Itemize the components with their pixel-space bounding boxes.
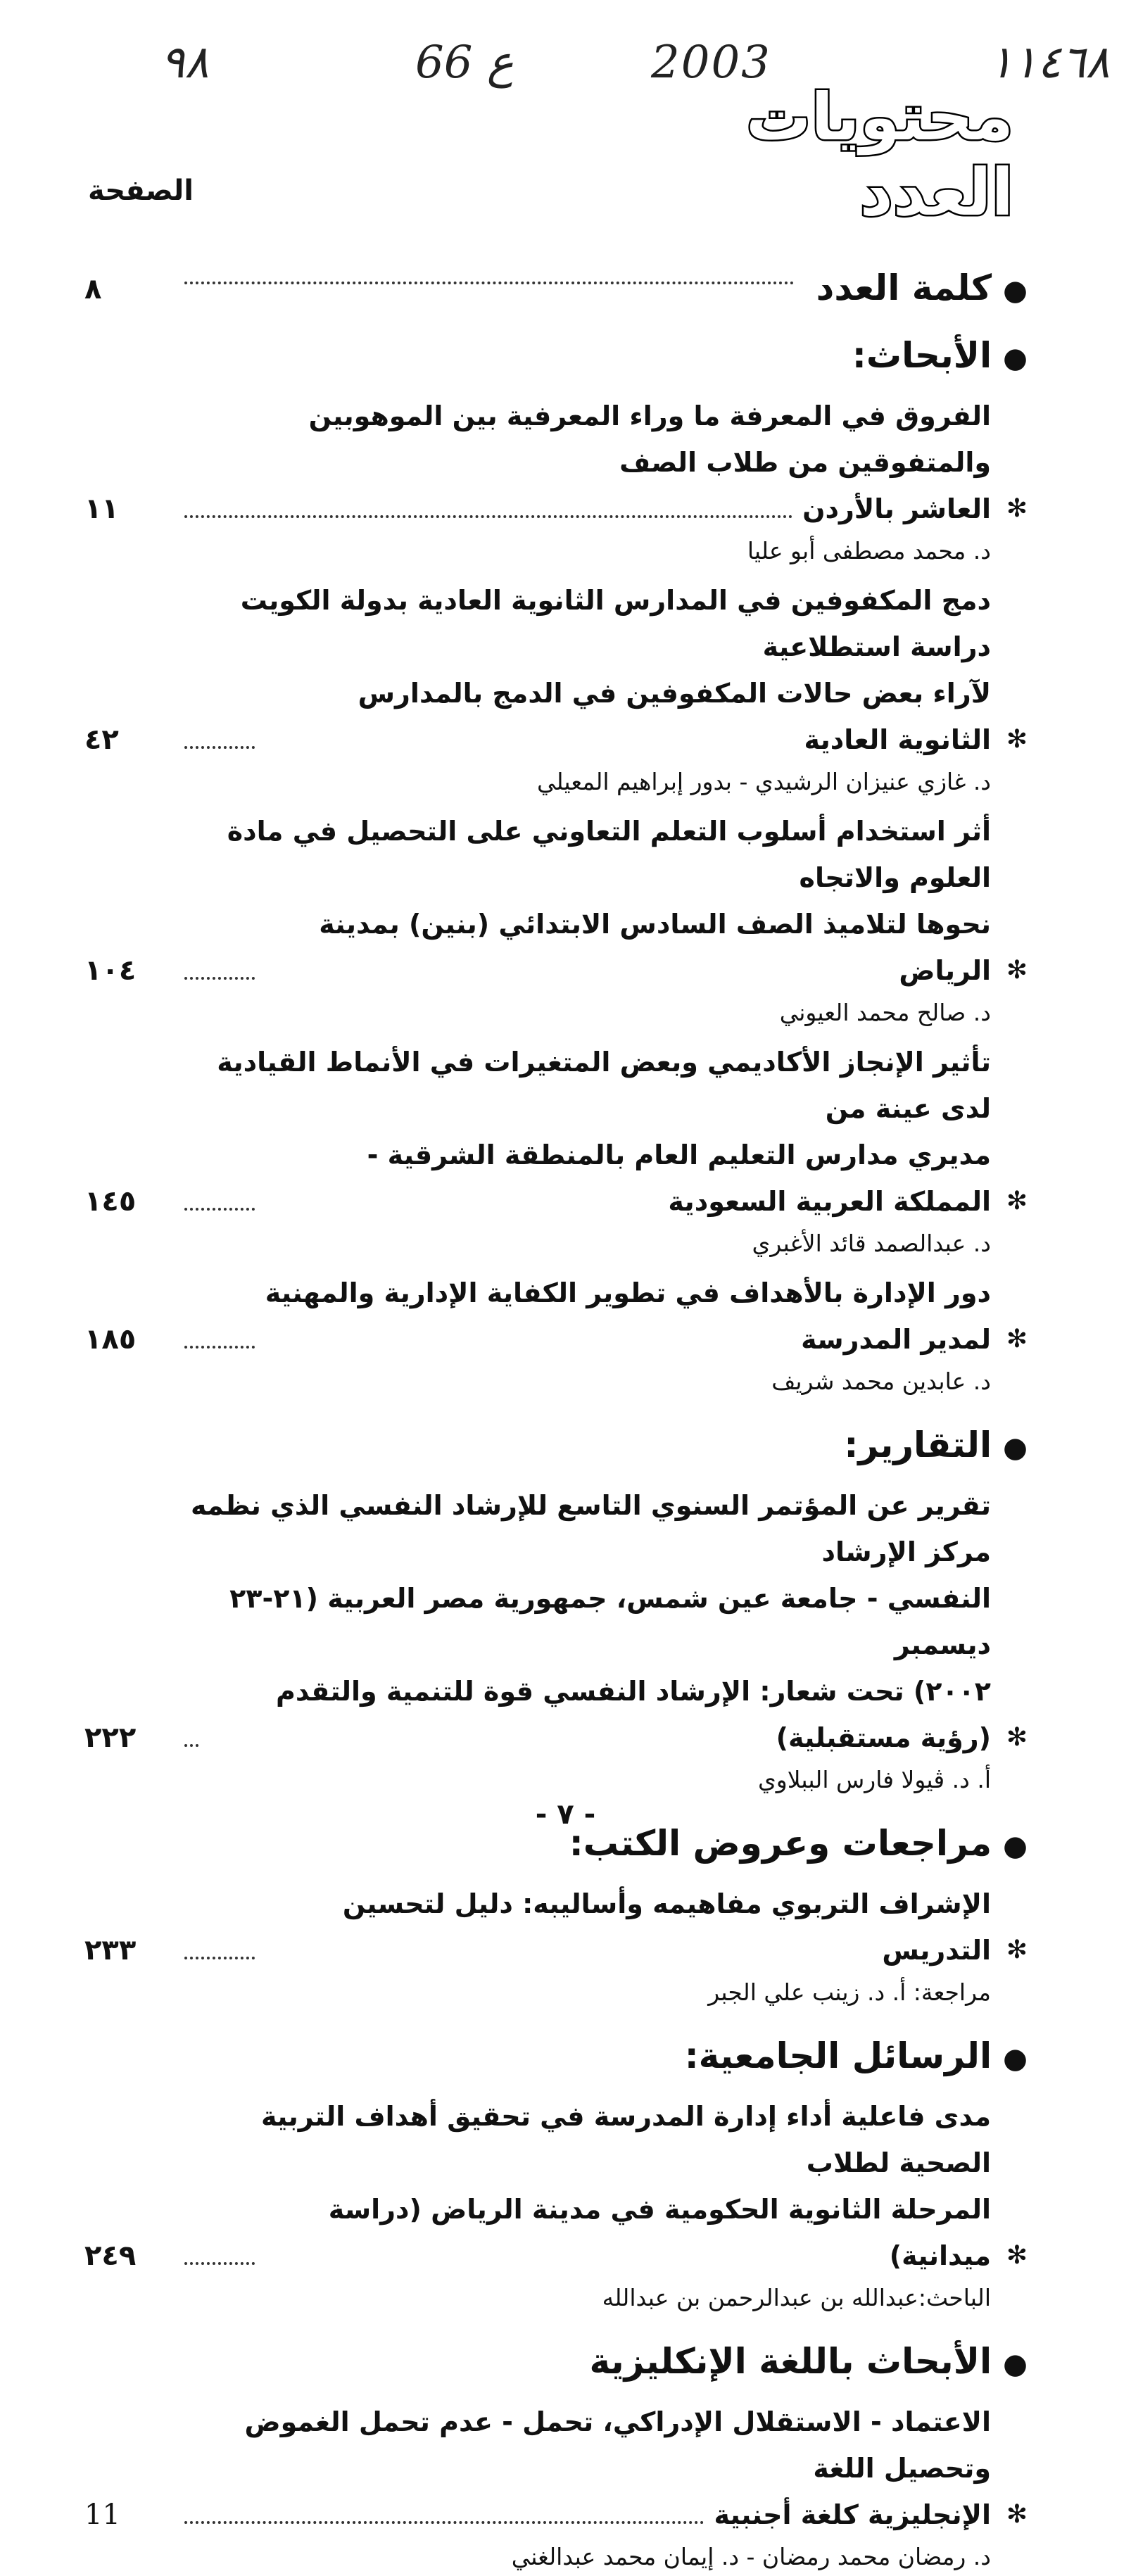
entry-title-line: دور الإدارة بالأهداف في تطوير الكفاية الإدارية والمهنية لمدير المدرسة <box>265 1277 991 1355</box>
dot-leader <box>184 745 255 749</box>
bullet-icon: ● <box>1003 274 1028 307</box>
entry-title-line: تقرير عن المؤتمر السنوي التاسع للإرشاد النفسي الذي نظمه مركز الإرشاد <box>191 1490 991 1567</box>
bullet-icon: ● <box>1003 1432 1028 1464</box>
star-bullet-icon: ✻ <box>1006 725 1028 754</box>
entry-title-line: المرحلة الثانوية الحكومية في مدينة الرياض (دراسة ميدانية) <box>328 2194 991 2271</box>
entry-author: أ. د. ڤيولا فارس الببلاوي <box>757 1766 991 1793</box>
entry-author: د. رمضان محمد رمضان - د. إيمان محمد عبدالغني <box>511 2543 991 2570</box>
entry-title-line: النفسي - جامعة عين شمس، جمهورية مصر العربية (٢١-٢٣ ديسمبر <box>229 1583 991 1660</box>
page-column-label: الصفحة <box>88 175 194 207</box>
dot-leader <box>184 1956 255 1959</box>
star-bullet-icon: ✻ <box>1006 1325 1028 1353</box>
dot-leader <box>184 1743 198 1747</box>
dot-leader <box>184 1345 255 1349</box>
toc-entry <box>84 577 1028 801</box>
entry-page: ٢٤٩ <box>84 2240 137 2272</box>
entry-page: ١٨٥ <box>84 1323 137 1356</box>
entry-title <box>175 577 991 763</box>
toc-entry <box>84 393 1028 570</box>
toc-entry <box>84 2399 1028 2576</box>
section-heading-research <box>84 328 1028 386</box>
editorial-heading <box>816 260 1028 318</box>
star-bullet-icon: ✻ <box>1006 2500 1028 2529</box>
entry-title <box>175 2093 991 2279</box>
section-title: الرسائل الجامعية: <box>684 2035 992 2076</box>
section-heading-reports <box>84 1418 1028 1475</box>
entry-title <box>175 1482 991 1761</box>
entry-title-line: أثر استخدام أسلوب التعلم التعاوني على التحصيل في مادة العلوم والاتجاه <box>227 816 991 893</box>
entry-title <box>175 808 991 994</box>
section-heading-theses <box>84 2028 1028 2086</box>
toc-entry <box>84 1270 1028 1401</box>
editorial-label: كلمة العدد <box>816 267 992 308</box>
entry-page: ١٤٥ <box>84 1185 137 1218</box>
entry-author: د. عابدين محمد شريف <box>771 1368 991 1395</box>
entry-title-line: دمج المكفوفين في المدارس الثانوية العادية بدولة الكويت دراسة استطلاعية <box>240 585 991 662</box>
handwritten-year: 2003 <box>651 37 771 89</box>
entry-title-line: مدى فاعلية أداء إدارة المدرسة في تحقيق أهداف التربية الصحية لطلاب <box>260 2101 991 2178</box>
entry-page: 11 <box>84 2499 120 2531</box>
entry-title <box>175 1039 991 1225</box>
star-bullet-icon: ✻ <box>1006 1936 1028 1964</box>
section-title: التقارير: <box>844 1425 992 1465</box>
handwritten-issue: ع 66 <box>415 37 514 89</box>
section-title: الأبحاث باللغة الإنكليزية <box>589 2341 992 2382</box>
dot-leader <box>184 1207 255 1211</box>
entry-title-line: الإنجليزية كلغة أجنبية <box>714 2499 991 2530</box>
entry-title <box>175 393 991 532</box>
toc-entry <box>84 1039 1028 1263</box>
entry-page: ١٠٤ <box>84 954 137 987</box>
section-title: مراجعات وعروض الكتب: <box>569 1823 992 1864</box>
entry-title-line: الاعتماد - الاستقلال الإدراكي، تحمل - عدم تحمل الغموض وتحصيل اللغة <box>244 2406 991 2484</box>
page-title: محتويات العدد <box>745 80 1013 230</box>
entry-title-line: مديري مدارس التعليم العام بالمنطقة الشرقية - المملكة العربية السعودية <box>367 1139 991 1217</box>
entry-title <box>175 1881 991 1974</box>
star-bullet-icon: ✻ <box>1006 956 1028 985</box>
entry-title-line: ٢٠٠٢) تحت شعار: الإرشاد النفسي قوة للتنمية والتقدم (رؤية مستقبلية) <box>276 1676 991 1753</box>
section-title: الأبحاث: <box>852 335 992 376</box>
handwritten-top-right: ١١٤٦٨ <box>989 37 1110 89</box>
entry-author: د. محمد مصطفى أبو عليا <box>747 537 991 564</box>
dot-leader <box>184 2261 255 2265</box>
entry-author: مراجعة: أ. د. زينب علي الجبر <box>708 1978 991 2006</box>
entry-author: د. صالح محمد العيوني <box>779 999 991 1026</box>
entry-title-line: تأثير الإنجاز الأكاديمي وبعض المتغيرات في الأنماط القيادية لدى عينة من <box>217 1047 991 1124</box>
toc-content <box>84 260 1028 2576</box>
dot-leader <box>184 976 255 980</box>
bullet-icon: ● <box>1003 2043 1028 2075</box>
bullet-icon: ● <box>1003 1830 1028 1862</box>
section-heading-english-research <box>84 2334 1028 2392</box>
toc-entry <box>84 808 1028 1032</box>
dot-leader <box>184 281 794 284</box>
entry-author: الباحث:عبدالله بن عبدالرحمن بن عبدالله <box>602 2284 991 2311</box>
entry-page: ٤٢ <box>84 724 119 756</box>
entry-page: ١١ <box>84 493 119 525</box>
star-bullet-icon: ✻ <box>1006 2241 1028 2270</box>
entry-title-line: نحوها لتلاميذ الصف السادس الابتدائي (بنين) بمدينة الرياض <box>319 909 991 986</box>
editorial-row <box>84 260 1028 318</box>
entry-title <box>175 1270 991 1363</box>
star-bullet-icon: ✻ <box>1006 1187 1028 1216</box>
bullet-icon: ● <box>1003 2348 1028 2380</box>
bullet-icon: ● <box>1003 342 1028 374</box>
star-bullet-icon: ✻ <box>1006 1723 1028 1752</box>
toc-entry <box>84 1482 1028 1799</box>
entry-title-line: الإشراف التربوي مفاهيمه وأساليبه: دليل لتحسين التدريس <box>342 1888 991 1966</box>
entry-page: ٢٣٣ <box>84 1934 137 1966</box>
entry-title-line: لآراء بعض حالات المكفوفين في الدمج بالمدارس الثانوية العادية <box>358 678 991 755</box>
editorial-page: ٨ <box>84 273 102 305</box>
toc-entry <box>84 2093 1028 2317</box>
entry-title-line: العاشر بالأردن <box>802 493 991 524</box>
entry-title-line: الفروق في المعرفة ما وراء المعرفية بين الموهوبين والمتفوقين من طلاب الصف <box>308 400 991 478</box>
page-title-banner <box>577 80 1013 230</box>
entry-title <box>175 2399 991 2538</box>
star-bullet-icon: ✻ <box>1006 494 1028 523</box>
entry-page: ٢٢٢ <box>84 1722 137 1754</box>
entry-author: د. عبدالصمد قائد الأغبري <box>752 1230 991 1257</box>
page-number-footer: - ٧ - <box>535 1798 596 1831</box>
dot-leader <box>184 514 792 518</box>
handwritten-top-left: ٩٨ <box>160 37 209 89</box>
toc-entry <box>84 1881 1028 2012</box>
entry-author: د. غازي عنيزان الرشيدي - بدور إبراهيم المعيلي <box>536 768 991 795</box>
dot-leader <box>184 2520 704 2524</box>
